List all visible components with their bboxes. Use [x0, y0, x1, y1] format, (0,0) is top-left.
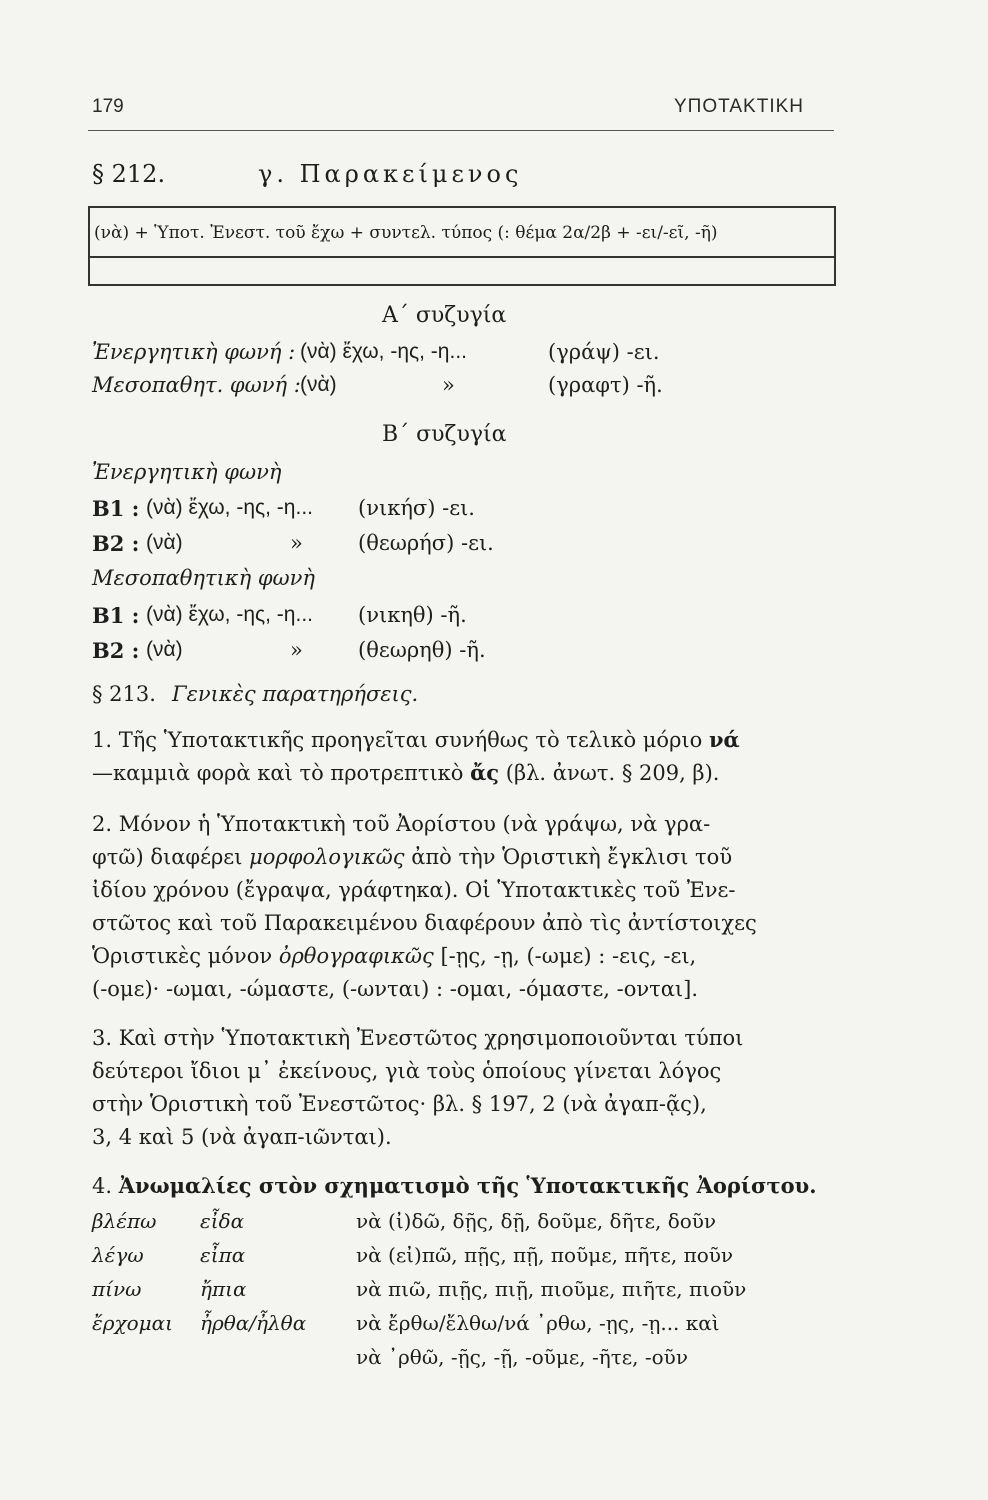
section-213-number: § 213.	[92, 682, 156, 706]
p4-heading	[92, 1170, 817, 1202]
p1-text: (βλ. ἀνωτ. § 209, β).	[505, 761, 720, 785]
p2-text: Ὁριστικὲς μόνον	[92, 944, 273, 968]
conj-a-ditto: »	[442, 373, 455, 397]
conj-a-active-form: (γράψ) -ει.	[548, 340, 660, 364]
conj-b-form: (νικηθ) -ῆ.	[358, 603, 467, 627]
conj-b-tag: Β2 :	[92, 638, 140, 663]
p2-text: φτῶ) διαφέρει	[92, 845, 243, 869]
section-212-number: § 212.	[92, 160, 166, 188]
conj-a-passive-form: (γραφτ) -ῆ.	[548, 373, 663, 397]
p2-line	[92, 940, 696, 972]
p2-emph: ὀρθογραφικῶς	[278, 944, 434, 968]
p1-text: 1. Τῆς Ὑποτακτικῆς προηγεῖται συνήθως τὸ τελικὸ μόριο	[92, 728, 703, 752]
verb-subjunctive: νὰ ἔρθω/ἔλθω/νά ᾿ρθω, -ῃς, -ῃ... καὶ	[356, 1311, 720, 1335]
conj-a-active-aux: (νὰ) ἔχω, -ης, -η...	[300, 340, 467, 363]
p2-line: (-ομε)· -ωμαι, -ώμαστε, (-ωνται) : -ομαι, -όμαστε, -ονται].	[92, 977, 699, 1001]
p3-line: 3. Καὶ στὴν Ὑποτακτικὴ Ἐνεστῶτος χρησιμοποιοῦνται τύποι	[92, 1026, 744, 1050]
p2-line: ἰδίου χρόνου (ἔγραψα, γράφτηκα). Οἱ Ὑποτακτικὲς τοῦ Ἐνε-	[92, 878, 736, 902]
p1-line	[92, 757, 719, 789]
formula-box-bottom	[88, 284, 836, 286]
section-212-title: γ. Παρακείμενος	[258, 160, 523, 188]
conj-b-form: (θεωρήσ) -ει.	[358, 531, 494, 555]
p3-line: 3, 4 καὶ 5 (νὰ ἀγαπ-ιῶνται).	[92, 1125, 392, 1149]
p1-particle: νά	[708, 727, 740, 752]
conj-a-passive-aux: (νὰ)	[300, 373, 337, 396]
p4-number: 4.	[92, 1174, 113, 1198]
conj-b-ditto: »	[290, 531, 303, 555]
conj-b-aux: (νὰ)	[146, 531, 183, 554]
conj-a-active-label: Ἐνεργητικὴ φωνή :	[92, 340, 296, 364]
verb-subjunctive-continued: νὰ ᾿ρθῶ, -ῇς, -ῇ, -οῦμε, -ῆτε, -οῦν	[356, 1345, 688, 1369]
verb-present: ἔρχομαι	[92, 1311, 173, 1335]
verb-subjunctive: νὰ πιῶ, πιῇς, πιῇ, πιοῦμε, πιῆτε, πιοῦν	[356, 1277, 747, 1301]
p3-line: δεύτεροι ἴδιοι μ᾿ ἐκείνους, γιὰ τοὺς ὁποίους γίνεται λόγος	[92, 1059, 722, 1083]
p2-emph: μορφολογικῶς	[249, 845, 405, 869]
conj-b-tag: Β2 :	[92, 531, 140, 556]
conj-b-ditto: »	[290, 638, 303, 662]
conj-b-form: (θεωρηθ) -ῆ.	[358, 638, 486, 662]
conj-a-heading: Α΄ συζυγία	[382, 303, 507, 328]
p2-line: 2. Μόνον ἡ Ὑποτακτικὴ τοῦ Ἀορίστου (νὰ γράψω, νὰ γρα-	[92, 812, 711, 836]
conj-a-passive-label: Μεσοπαθητ. φωνή :	[92, 373, 301, 397]
p1-particle: ἄς	[470, 760, 500, 785]
section-213-title: Γενικὲς παρατηρήσεις.	[172, 682, 419, 706]
verb-present: λέγω	[92, 1243, 144, 1267]
p2-line	[92, 841, 732, 873]
p2-text: [-ῃς, -ῃ, (-ωμε) : -εις, -ει,	[440, 944, 697, 968]
conj-b-passive-label: Μεσοπαθητικὴ φωνὴ	[92, 566, 316, 590]
p3-line: στὴν Ὁριστικὴ τοῦ Ἐνεστῶτος· βλ. § 197, 2 (νὰ ἀγαπ-ᾷς),	[92, 1092, 707, 1116]
conj-b-aux: (νὰ) ἔχω, -ης, -η...	[146, 603, 313, 626]
formula-box	[88, 208, 836, 284]
conj-b-form: (νικήσ) -ει.	[358, 496, 475, 520]
verb-present: βλέπω	[92, 1209, 157, 1233]
conj-b-tag: Β1 :	[92, 603, 140, 628]
p2-line: στῶτος καὶ τοῦ Παρακειμένου διαφέρουν ἀπὸ τὶς ἀντίστοιχες	[92, 911, 757, 935]
verb-aorist: εἶδα	[200, 1209, 245, 1233]
verb-present: πίνω	[92, 1277, 142, 1301]
conj-b-heading: Β΄ συζυγία	[382, 422, 507, 447]
verb-subjunctive: νὰ (εἰ)πῶ, πῇς, πῇ, ποῦμε, πῆτε, ποῦν	[356, 1243, 734, 1267]
formula-text: (νὰ) + Ὑποτ. Ἐνεστ. τοῦ ἔχω + συντελ. τύπος (: θέμα 2α/2β + -ει/-εῖ, -ῆ)	[94, 223, 718, 243]
page-number: 179	[92, 96, 124, 117]
verb-aorist: εἶπα	[200, 1243, 246, 1267]
formula-box-mid	[88, 256, 836, 258]
header-rule	[88, 130, 834, 131]
conj-b-aux: (νὰ) ἔχω, -ης, -η...	[146, 496, 313, 519]
conj-b-tag: Β1 :	[92, 496, 140, 521]
conj-b-aux: (νὰ)	[146, 638, 183, 661]
verb-subjunctive: νὰ (ἰ)δῶ, δῇς, δῇ, δοῦμε, δῆτε, δοῦν	[356, 1209, 717, 1233]
p2-text: ἀπὸ τὴν Ὁριστικὴ ἔγκλισι τοῦ	[411, 845, 733, 869]
p1-text: —καμμιὰ φορὰ καὶ τὸ προτρεπτικὸ	[92, 761, 464, 785]
p1-line	[92, 724, 740, 756]
running-title: ΥΠΟΤΑΚΤΙΚΗ	[674, 96, 804, 117]
verb-aorist: ἤπια	[200, 1277, 247, 1301]
conj-b-active-label: Ἐνεργητικὴ φωνὴ	[92, 460, 282, 484]
p4-title: Ἀνωμαλίες στὸν σχηματισμὸ τῆς Ὑποτακτικῆς Ἀορίστου.	[118, 1173, 817, 1198]
verb-aorist: ἦρθα/ἦλθα	[200, 1311, 307, 1335]
